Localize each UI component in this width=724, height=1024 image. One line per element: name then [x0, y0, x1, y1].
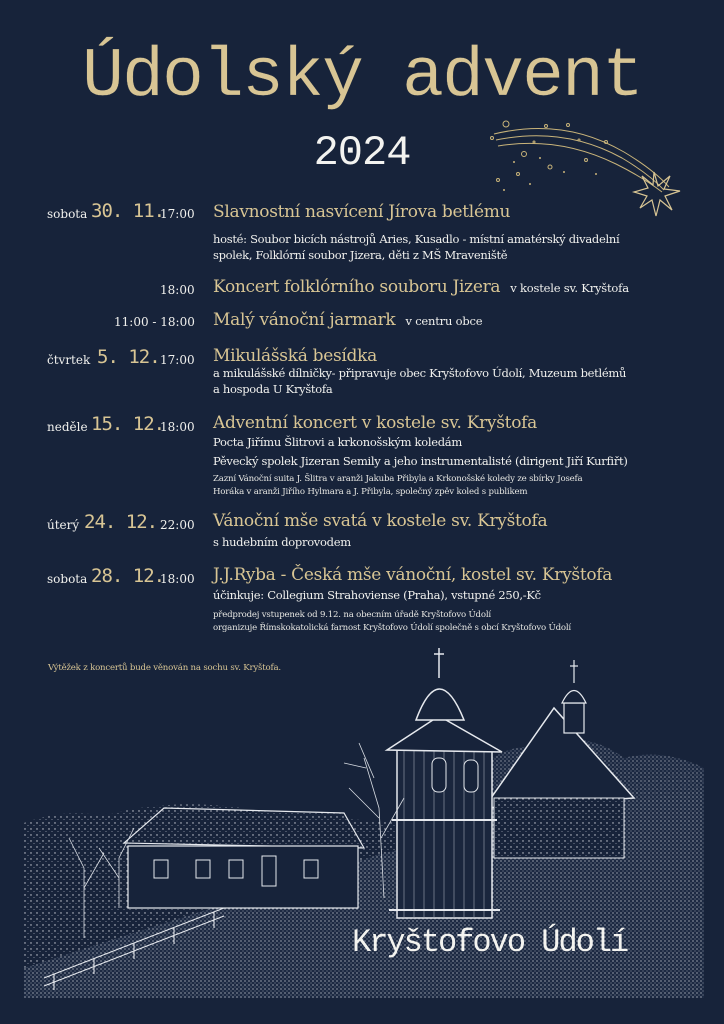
event-day: neděle — [47, 420, 88, 434]
event-description: s hudebním doprovodem — [213, 535, 351, 549]
event-day: sobota — [47, 572, 88, 586]
event-time: 18:00 — [160, 283, 195, 297]
event-description: hosté: Soubor bicích nástrojů Aries, Kusadlo - místní amatérský divadelní spolek, Folklórní soubor Jizera, děti z MŠ Mraveniště — [213, 232, 620, 262]
event-date: 28. 12. — [91, 565, 165, 587]
shooting-star-icon — [484, 112, 684, 222]
event-location: v centru obce — [405, 314, 483, 328]
event-title: Adventní koncert v kostele sv. Kryštofa — [213, 413, 537, 433]
event-time: 17:00 — [160, 353, 195, 367]
event-day: čtvrtek — [47, 353, 91, 367]
event-day: úterý — [47, 518, 80, 532]
event-description: Pocta Jiřímu Šlitrovi a krkonošským koledám Pěvecký spolek Jizeran Semily a jeho instrumentalisté (dirigent Jiří Kurfiřt) — [213, 435, 628, 468]
event-title: Slavnostní nasvícení Jírova betlému — [213, 202, 511, 222]
event-time: 22:00 — [160, 518, 195, 532]
event-title: Mikulášská besídka — [213, 346, 377, 366]
event-date: 5. 12. — [97, 346, 160, 368]
event-time: 17:00 — [160, 207, 195, 221]
event-location: v kostele sv. Kryštofa — [510, 281, 629, 295]
event-time: 11:00 - 18:00 — [114, 315, 195, 329]
event-time: 18:00 — [160, 572, 195, 586]
event-details: Zazní Vánoční suita J. Šlitra v aranži Jakuba Přibyla a Krkonošské koledy ze sbírky Josefa Horáka v aranži Jiřího Hylmara a J. Přibyla, společný zpěv koled s publikem — [213, 474, 583, 497]
event-time: 18:00 — [160, 420, 195, 434]
event-date: 30. 11. — [91, 200, 165, 222]
year: 2024 — [313, 129, 411, 177]
event-title: Vánoční mše svatá v kostele sv. Kryštofa — [213, 511, 548, 531]
event-title: Malý vánoční jarmark v centru obce — [213, 310, 483, 330]
village-name: Kryštofovo Údolí — [352, 924, 628, 961]
event-details: předprodej vstupenek od 9.12. na obecním úřadě Kryštofovo Údolí organizuje Římskokatolická farnost Kryštofovo Údolí společně s obcí Kryštofovo Údolí — [213, 610, 571, 633]
event-day: sobota — [47, 207, 88, 221]
event-description: a mikulášské dílničky- připravuje obec Kryštofovo Údolí, Muzeum betlémů a hospoda U Kryštofa — [213, 366, 627, 396]
event-title: J.J.Ryba - Česká mše vánoční, kostel sv. Kryštofa — [213, 565, 613, 585]
page-title: Údolský advent — [81, 38, 643, 117]
event-title: Koncert folklórního souboru Jizera v kostele sv. Kryštofa — [213, 277, 629, 297]
event-description: účinkuje: Collegium Strahoviense (Praha), vstupné 250,-Kč — [213, 588, 541, 602]
event-date: 24. 12. — [84, 511, 158, 533]
event-date: 15. 12. — [91, 413, 165, 435]
donation-note: Výtěžek z koncertů bude věnován na sochu sv. Kryštofa. — [48, 663, 281, 673]
